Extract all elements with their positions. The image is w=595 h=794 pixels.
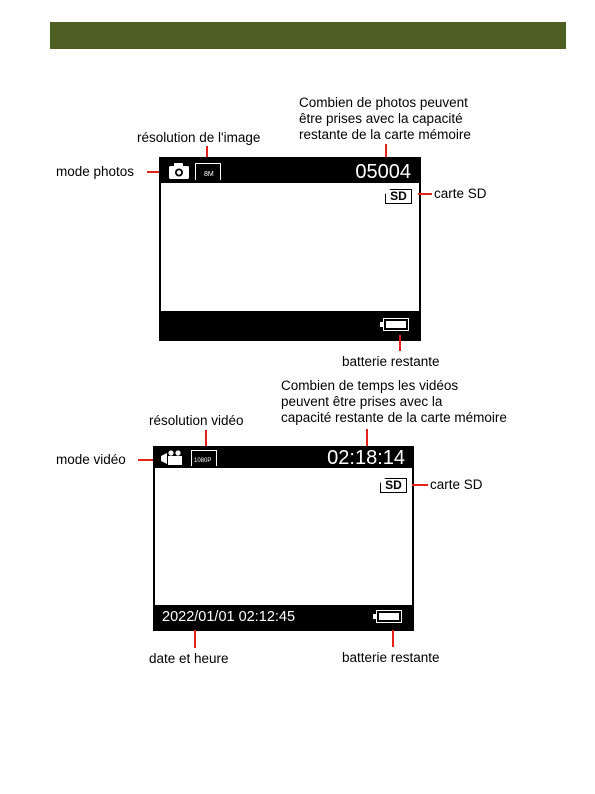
video-screen [153, 446, 414, 631]
sd-card-icon: SD [380, 478, 407, 493]
photo-count-leader [385, 144, 387, 158]
video-resolution-icon: 1080P [191, 450, 217, 466]
video-time-label: Combien de temps les vidéos peuvent être prises avec la capacité restante de la carte mémoire [281, 378, 507, 425]
photo-battery-leader [399, 335, 401, 351]
video-sd-leader [412, 484, 428, 486]
photo-screen-topbar [161, 159, 419, 183]
video-datetime-leader [194, 630, 196, 648]
sd-card-icon: SD [385, 189, 412, 204]
video-battery-label: batterie restante [342, 650, 440, 665]
header-bar [50, 22, 566, 49]
photo-screen-bottombar [161, 311, 419, 339]
camera-icon [169, 163, 189, 179]
video-mode-label: mode vidéo [56, 452, 126, 467]
photo-remaining-count: 05004 [355, 161, 411, 183]
video-remaining-time: 02:18:14 [327, 447, 405, 469]
video-resolution-leader [205, 430, 207, 446]
photo-count-label: Combien de photos peuvent être prises avec la capacité restante de la carte mémoire [299, 95, 471, 142]
battery-icon [376, 610, 402, 623]
video-camera-icon [161, 450, 183, 466]
video-time-leader [366, 429, 368, 446]
video-datetime-label: date et heure [149, 651, 229, 666]
photo-screen [159, 157, 421, 341]
photo-sd-label: carte SD [434, 186, 487, 201]
video-battery-leader [392, 630, 394, 647]
battery-icon [383, 318, 409, 331]
photo-resolution-label: résolution de l'image [137, 130, 261, 145]
video-sd-label: carte SD [430, 477, 483, 492]
video-datetime: 2022/01/01 02:12:45 [162, 609, 296, 625]
photo-sd-leader [418, 193, 432, 195]
video-screen-topbar [155, 448, 412, 468]
video-resolution-label: résolution vidéo [149, 413, 244, 428]
photo-battery-label: batterie restante [342, 354, 440, 369]
video-screen-bottombar [155, 605, 412, 629]
photo-mode-label: mode photos [56, 164, 135, 179]
image-resolution-icon: 8M [195, 163, 221, 180]
